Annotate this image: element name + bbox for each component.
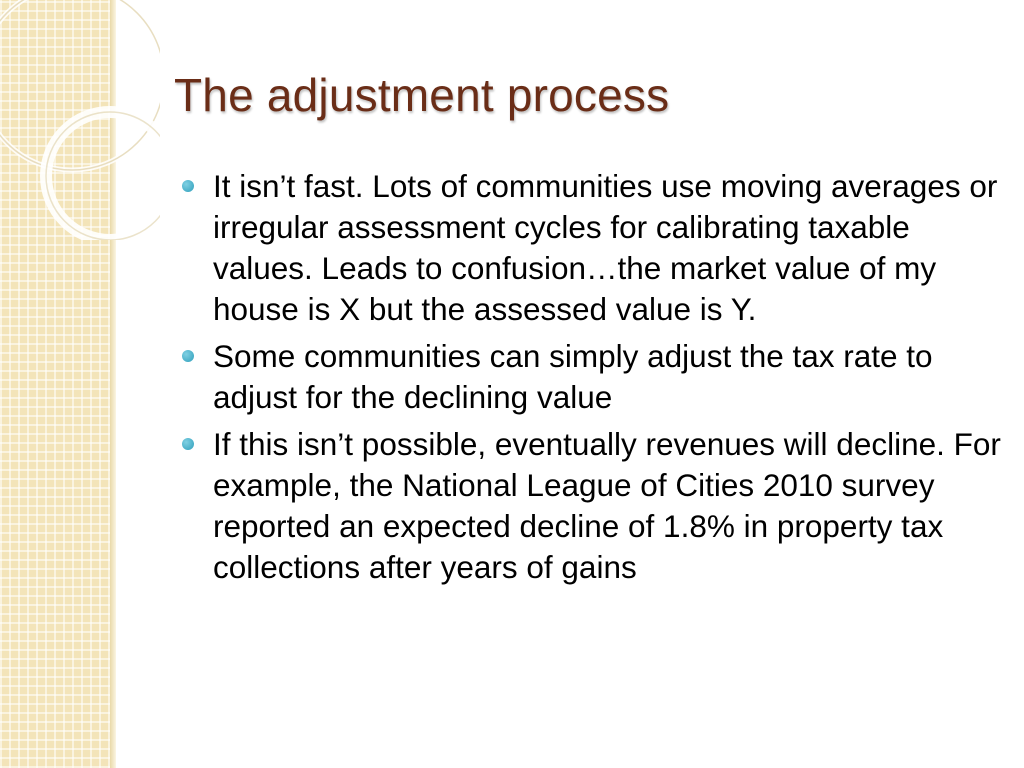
bullet-text: It isn’t fast. Lots of communities use moving averages or irregular assessment cycles for calibrating taxable values. Leads to confusion…the market value of my house is X but the assessed value is Y. [213,168,998,327]
bullet-text: Some communities can simply adjust the tax rate to adjust for the declining value [213,338,933,415]
bullet-dot-icon [182,438,194,450]
bullet-list [182,166,1002,594]
bullet-item [182,424,1002,588]
bullet-item [182,166,1002,330]
bullet-dot-icon [182,350,194,362]
ring-large-outline [0,0,160,170]
bullet-dot-icon [182,180,194,192]
slide-title: The adjustment process [174,69,670,121]
bullet-item [182,336,1002,418]
bullet-text: If this isn’t possible, eventually revenues will decline. For example, the National League of Cities 2010 survey reported an expected decline of 1.8% in property tax collections after years of gains [213,426,1001,585]
decorative-rings [0,0,160,240]
ring-small [46,112,160,240]
